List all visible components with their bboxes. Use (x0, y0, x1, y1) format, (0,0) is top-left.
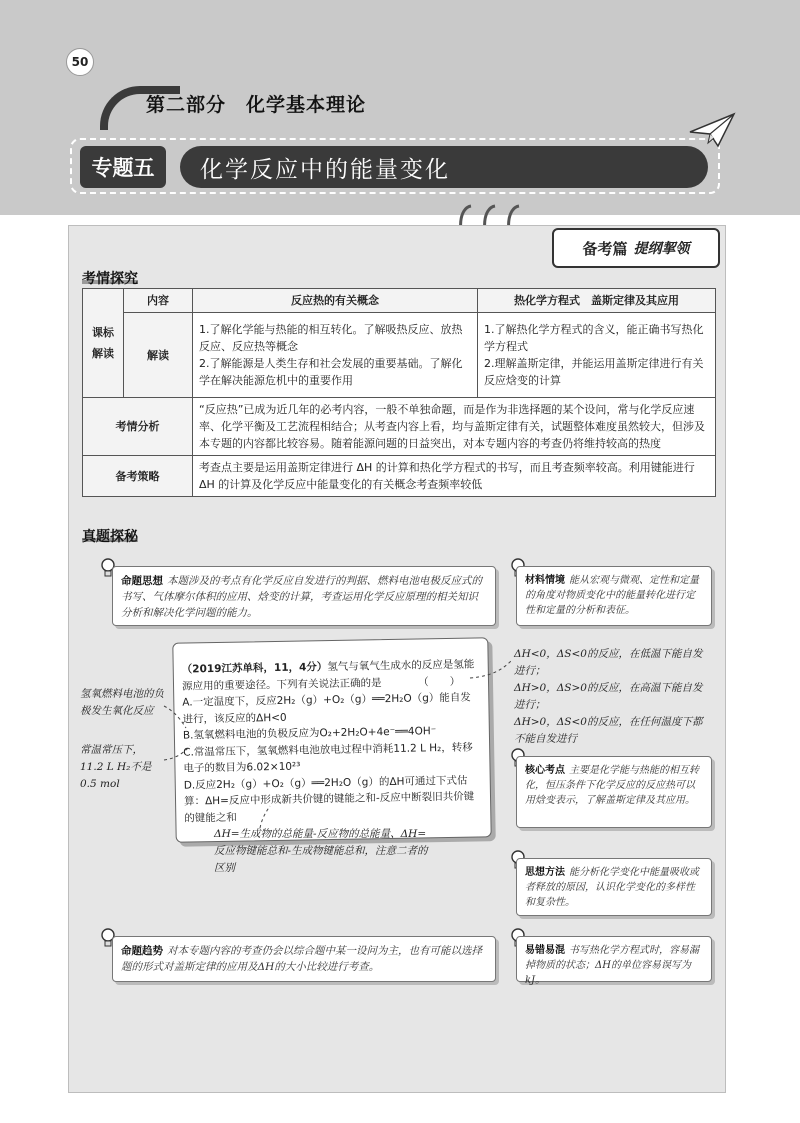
option-a: A.一定温度下，反应2H₂（g）+O₂（g）══2H₂O（g）能自发进行，该反应的ΔH<0 (182, 691, 471, 726)
analysis-text: “反应热”已成为近几年的必考内容，一般不单独命题，而是作为非选择题的某个设问，常与化学反应速率、化学平衡及工艺流程相结合；从考查内容上看，均与盖斯定律有关，试题整体难度虽然较大，但涉及本专题的内容都比较容易。随着能源问题的日益突出，对本专题内容的考查仍将维持较高的热度 (193, 398, 716, 456)
note-mistake-text: 书写热化学方程式时，容易漏掉物质的状态；ΔH的单位容易误写为kJ。 (525, 945, 699, 986)
note-method-text: 能分析化学变化中能量吸收或者释放的原因，认识化学变化的多样性和复杂性。 (525, 867, 699, 908)
note-method-title: 思想方法 (525, 867, 565, 878)
option-c: C.常温常压下，氢氧燃料电池放电过程中消耗11.2 L H₂，转移电子的数目为6.02×10²³ (183, 741, 473, 775)
note-trend-text: 对本专题内容的考查仍会以综合题中某一设问为主，也有可能以选择题的形式对盖斯定律的应用及ΔH的大小比较进行考查。 (121, 945, 482, 973)
note-mistake (516, 936, 712, 986)
table-row (83, 313, 716, 398)
note-idea-text: 本题涉及的考点有化学反应自发进行的判据、燃料电池电极反应式的书写、气体摩尔体积的应用、焓变的计算，考查运用化学反应原理的相关知识分析和解决化学问题的能力。 (121, 575, 482, 619)
exam-question-card (172, 637, 491, 842)
topic-label: 专题五 (80, 146, 166, 188)
hand-note-spontaneity: ΔH<0，ΔS<0的反应，在低温下能自发进行； ΔH>0，ΔS>0的反应，在高温下能自发进行； ΔH>0，ΔS<0的反应，在任何温度下都不能自发进行 (514, 648, 703, 745)
section-title-real-exam: 真题探秘 (82, 529, 138, 545)
note-core-text: 主要是化学能与热能的相互转化，恒压条件下化学反应的反应热可以用焓变表示，了解盖斯定律及其应用。 (525, 765, 699, 806)
note-context (516, 566, 712, 626)
analysis-label: 考情分析 (83, 398, 193, 456)
option-d: D.反应2H₂（g）+O₂（g）══2H₂O（g）的ΔH可通过下式估算：ΔH=反应中形成新共价键的键能之和-反应中断裂旧共价键的键能之和 (183, 774, 475, 825)
section-title-exam: 考情探究 (82, 271, 138, 287)
question-stem: 氢气与氧气生成水的反应是氢能源应用的重要途径。下列有关说法正确的是 （ ） (181, 658, 475, 693)
col1-header: 反应热的有关概念 (193, 289, 478, 313)
note-core-title: 核心考点 (525, 765, 565, 776)
col-header-content: 内容 (124, 289, 193, 313)
col1-explain: 1.了解化学能与热能的相互转化。了解吸热反应、放热反应、反应热等概念 2.了解能源是人类生存和社会发展的重要基础。了解化学在解决能源危机中的重要作用 (193, 313, 478, 398)
note-trend-title: 命题趋势 (121, 945, 163, 957)
note-core (516, 756, 712, 828)
strategy-text: 考查点主要是运用盖斯定律进行 ΔH 的计算和热化学方程式的书写，而且考查频率较高。利用键能进行 ΔH 的计算及化学反应中能量变化的有关概念考查频率较低 (193, 456, 716, 497)
page-number: 50 (66, 48, 94, 76)
col2-explain: 1.了解热化学方程式的含义，能正确书写热化学方程式 2.理解盖斯定律，并能运用盖斯定律进行有关反应焓变的计算 (478, 313, 716, 398)
strategy-label: 备考策略 (83, 456, 193, 497)
section-badge (552, 228, 720, 268)
table-row (83, 398, 716, 456)
note-context-text: 能从宏观与微观、定性和定量的角度对物质变化中的能量转化进行定性和定量的分析和表征。 (525, 575, 699, 616)
row-explain-label: 解读 (124, 313, 193, 398)
topic-name: 化学反应中的能量变化 (180, 146, 708, 188)
col2-header: 热化学方程式 盖斯定律及其应用 (478, 289, 716, 313)
part-title (100, 86, 720, 130)
note-context-title: 材料情境 (525, 575, 565, 586)
badge-sub: 提纲挈领 (633, 241, 690, 257)
note-idea (112, 566, 496, 626)
question-source: （2019江苏单科，11，4分） (181, 661, 328, 676)
badge-main: 备考篇 (582, 239, 628, 258)
note-idea-title: 命题思想 (121, 575, 163, 587)
paper-plane-icon (688, 110, 736, 150)
hand-note-standard-volume: 常温常压下，11.2 L H₂不是0.5 mol (80, 744, 152, 790)
table-row (83, 289, 716, 313)
exam-analysis-table (82, 288, 716, 497)
hand-note-negative-electrode: 氢氧燃料电池的负极发生氧化反应 (80, 688, 164, 717)
table-row (83, 456, 716, 497)
note-mistake-title: 易错易混 (525, 945, 565, 956)
note-method (516, 858, 712, 916)
note-trend (112, 936, 496, 982)
part-title-text: 第二部分 化学基本理论 (146, 94, 367, 116)
row-group-label: 课标解读 (83, 289, 124, 398)
hand-note-enthalpy: ΔH=生成物的总能量-反应物的总能量、ΔH=反应物键能总和-生成物键能总和，注意二者的区别 (214, 828, 428, 874)
option-b: B.氢氧燃料电池的负极反应为O₂+2H₂O+4e⁻══4OH⁻ (182, 725, 437, 742)
